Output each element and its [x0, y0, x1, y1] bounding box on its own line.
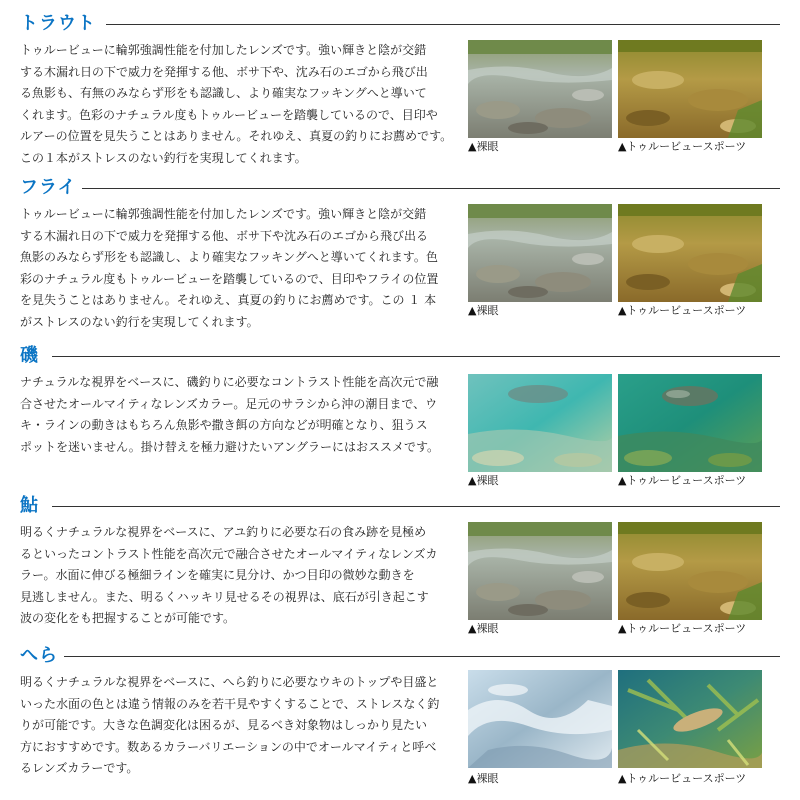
caption-true-view-sports: ▲トゥルービュースポーツ — [618, 140, 747, 153]
caption-naked-eye: ▲裸眼 — [468, 622, 499, 635]
photo-naked-eye — [468, 374, 612, 472]
section-header — [20, 344, 780, 368]
section-title: 磯 — [20, 345, 39, 366]
text-line: いった水面の色とは違う情報のみを若干見やすくすることで、ストレスなく釣 — [20, 696, 440, 711]
text-line: ポットを迷いません。掛け替えを極力避けたいアングラーにはおススメです。 — [20, 439, 440, 454]
section-divider — [52, 356, 780, 357]
text-line: 見逃しません。また、明るくハッキリ見せるその視界は、底石が引き起こす — [20, 589, 429, 604]
text-line: 魚影のみならず形をも認識し、より確実なフッキングへと導いてくれます。色 — [20, 250, 438, 264]
photo-true-view-sports — [618, 374, 762, 472]
section-title: トラウト — [20, 13, 96, 34]
photo-naked-eye — [468, 204, 612, 302]
text-line: がストレスのない釣行を実現してくれます。 — [20, 314, 259, 329]
section-divider — [52, 506, 780, 507]
text-line: ナチュラルな視界をベースに、磯釣りに必要なコントラスト性能を高次元で融 — [20, 375, 439, 389]
text-line: くれます。色彩のナチュラル度もトゥルービューを踏襲しているので、目印や — [20, 107, 438, 122]
text-line: ルアーの位置を見失うことはありません。それゆえ、真夏の釣りにお薦めです。 — [20, 129, 453, 143]
caption-true-view-sports: ▲トゥルービュースポーツ — [618, 622, 747, 635]
text-line: 方におすすめです。数あるカラーバリエーションの中でオールマイティと呼べ — [20, 739, 437, 754]
section-description — [20, 372, 458, 458]
text-line: トゥルービューに輪郭強調性能を付加したレンズです。強い輝きと陰が交錯 — [20, 207, 427, 221]
section-title: へら — [20, 645, 58, 666]
section-description — [20, 672, 458, 780]
caption-true-view-sports: ▲トゥルービュースポーツ — [618, 304, 747, 317]
text-line: 合させたオールマイティなレンズカラー。足元のサラシから沖の潮目まで、ウ — [20, 396, 438, 411]
photo-true-view-sports — [618, 204, 762, 302]
photo-naked-eye — [468, 40, 612, 138]
text-line: 明るくナチュラルな視界をベースに、アユ釣りに必要な石の食み跡を見極め — [20, 525, 427, 539]
text-line: る魚影も、有無のみならず形をも認識し、より確実なフッキングへと導いて — [20, 86, 427, 100]
photo-true-view-sports — [618, 40, 762, 138]
section-description — [20, 204, 458, 333]
section-header — [20, 644, 780, 668]
text-line: 波の変化をも把握することが可能です。 — [20, 611, 236, 625]
section-header — [20, 494, 780, 518]
text-line: トゥルービューに輪郭強調性能を付加したレンズです。強い輝きと陰が交錯 — [20, 43, 427, 57]
section-description — [20, 40, 458, 169]
section-divider — [64, 656, 780, 657]
photo-true-view-sports — [618, 522, 762, 620]
section-header — [20, 12, 780, 36]
text-line: する木漏れ日の下で威力を発揮する他、ボサ下や沈み石のエゴから飛び出る — [20, 228, 429, 243]
photo-naked-eye — [468, 522, 612, 620]
text-line: 彩のナチュラル度もトゥルービューを踏襲しているので、目印やフライの位置 — [20, 271, 439, 286]
text-line: キ・ラインの動きはもちろん魚影や撒き餌の方向などが明確となり、狙うス — [20, 418, 428, 432]
section-header — [20, 176, 780, 200]
caption-naked-eye: ▲裸眼 — [468, 474, 499, 487]
section-divider — [82, 188, 780, 189]
text-line: を見失うことはありません。それゆえ、真夏の釣りにお薦めです。この １ 本 — [20, 293, 437, 307]
section-title: 鮎 — [20, 495, 39, 516]
text-line: るレンズカラーです。 — [20, 761, 139, 775]
photo-true-view-sports — [618, 670, 762, 768]
text-line: 明るくナチュラルな視界をベースに、へら釣りに必要なウキのトップや目盛と — [20, 675, 439, 689]
caption-naked-eye: ▲裸眼 — [468, 772, 499, 785]
section-title: フライ — [20, 177, 77, 198]
caption-true-view-sports: ▲トゥルービュースポーツ — [618, 474, 747, 487]
section-description — [20, 522, 458, 630]
text-line: ラー。水面に伸びる極細ラインを確実に見分け、かつ目印の微妙な動きを — [20, 568, 415, 582]
text-line: るといったコントラスト性能を高次元で融合させたオールマイティなレンズカ — [20, 546, 438, 561]
photo-naked-eye — [468, 670, 612, 768]
text-line: この１本がストレスのない釣行を実現してくれます。 — [20, 150, 307, 165]
caption-true-view-sports: ▲トゥルービュースポーツ — [618, 772, 747, 785]
section-divider — [106, 24, 780, 25]
text-line: する木漏れ日の下で威力を発揮する他、ボサ下や、沈み石のエゴから飛び出 — [20, 64, 428, 79]
caption-naked-eye: ▲裸眼 — [468, 304, 499, 317]
caption-naked-eye: ▲裸眼 — [468, 140, 499, 153]
text-line: りが可能です。大きな色調変化は困るが、見るべき対象物はしっかり見たい — [20, 718, 428, 732]
